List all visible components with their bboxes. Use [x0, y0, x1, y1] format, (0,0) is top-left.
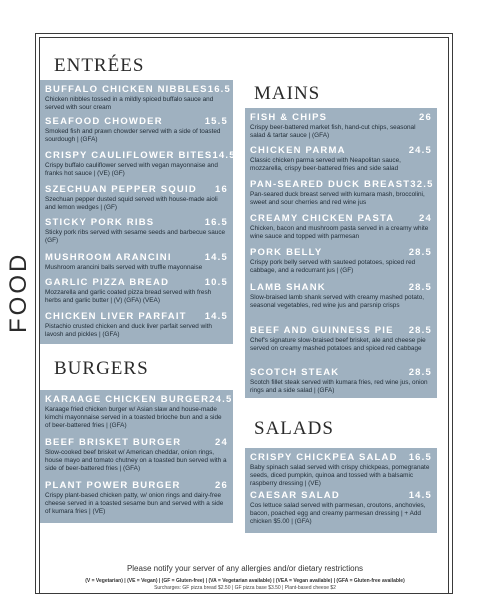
menu-item	[250, 145, 432, 173]
item-description: Mushroom arancini balls served with truffle mayonnaise	[45, 264, 203, 271]
item-price: 24.5	[408, 145, 432, 156]
item-price: 16.5	[408, 452, 432, 463]
entrees-panel	[40, 80, 236, 344]
item-price: 32.5	[410, 179, 434, 190]
item-price: 24	[419, 213, 432, 224]
item-name: PORK BELLY	[250, 247, 323, 258]
item-description: Sticky pork ribs served with sesame seeds and barbecue sauce (GF)	[45, 229, 226, 245]
item-price: 14.5	[204, 252, 228, 263]
item-description: Mozzarella and garlic coated pizza bread served with fresh herbs and garlic butter | (V) (GFA) (VEA)	[45, 289, 212, 305]
item-name: LAMB SHANK	[250, 282, 326, 293]
menu-item	[250, 367, 432, 395]
item-description: Szechuan pepper dusted squid served with house-made aioli and lemon wedges | (GF)	[45, 196, 218, 212]
menu-item	[250, 112, 432, 140]
salads-panel	[245, 448, 437, 533]
item-description: Pistachio crusted chicken and duck liver parfait served with lavosh and pickles | (GFA)	[45, 323, 212, 339]
item-description: Karaage fried chicken burger w/ Asian slaw and house-made kimchi mayonnaise served in a toasted brioche bun and a side of beer-battered fries | (GFA)	[45, 406, 222, 430]
item-name: PAN-SEARED DUCK BREAST	[250, 179, 411, 190]
item-price: 28.5	[408, 367, 432, 378]
mains-panel	[245, 108, 437, 398]
dietary-legend: (V = Vegetarian) | (VE = Vegan) | (GF = Gluten-free) | (VA = Vegetarian available) | (VEA = Vegan available) | (GFA = Gluten-free available)	[85, 578, 405, 584]
item-price: 16.5	[207, 84, 232, 95]
item-description: Crispy pork belly served with sauteed potatoes, spiced red cabbage, and a redcurrant jus | (GF)	[250, 259, 416, 275]
item-price: 28.5	[408, 325, 432, 336]
menu-item	[45, 217, 228, 245]
item-description: Slow-cooked beef brisket w/ American cheddar, onion rings, house mayo and tomato chutney on a toasted bun served with a side of beer-battered fries | (GFA)	[45, 449, 227, 473]
item-description: Classic chicken parma served with Neapolitan sauce, mozzarella, crispy beer-battered fries and side salad	[250, 157, 401, 173]
item-name: SEAFOOD CHOWDER	[45, 116, 163, 127]
item-name: MUSHROOM ARANCINI	[45, 252, 172, 263]
item-description: Cos lettuce salad served with parmesan, croutons, anchovies, bacon, poached egg and creamy parmesan dressing | + Add chicken $5.00 | (GFA)	[250, 502, 426, 526]
item-name: CHICKEN LIVER PARFAIT	[45, 311, 187, 322]
item-name: SZECHUAN PEPPER SQUID	[45, 184, 197, 195]
menu-item	[45, 394, 233, 431]
item-name: STICKY PORK RIBS	[45, 217, 155, 228]
entrees-heading: ENTRÉES	[54, 55, 145, 76]
menu-item	[250, 247, 432, 275]
item-name: KARAAGE CHICKEN BURGER	[45, 394, 210, 405]
item-description: Smoked fish and prawn chowder served with a side of toasted sourdough | (GFA)	[45, 128, 221, 144]
menu-item	[45, 437, 228, 474]
menu-item	[250, 213, 432, 241]
surcharge-note: Surcharges: GF pizza bread $2.50 | GF pizza base $3.50 | Plant-based cheese $2	[154, 585, 336, 591]
item-price: 16.5	[204, 217, 228, 228]
menu-item	[45, 84, 232, 112]
menu-item	[45, 116, 228, 144]
item-name: CHICKEN PARMA	[250, 145, 346, 156]
mains-heading: MAINS	[254, 83, 321, 104]
item-description: Crispy plant-based chicken patty, w/ onion rings and dairy-free cheese served in a toasted sesame bun and served with a side of kumara fries | (VE)	[45, 492, 224, 516]
item-price: 24	[215, 437, 228, 448]
item-name: CREAMY CHICKEN PASTA	[250, 213, 395, 224]
item-name: BEEF BRISKET BURGER	[45, 437, 182, 448]
item-name: FISH & CHIPS	[250, 112, 328, 123]
item-description: Crispy beer-battered market fish, hand-cut chips, seasonal salad & tartar sauce | (GFA)	[250, 124, 416, 140]
burgers-heading: BURGERS	[54, 358, 149, 379]
item-description: Chicken nibbles tossed in a mildly spiced buffalo sauce and served with sour cream	[45, 96, 214, 112]
item-price: 26	[215, 480, 228, 491]
item-description: Slow-braised lamb shank served with creamy mashed potato, seasonal vegetables, red wine jus and parsnip crisps	[250, 294, 425, 310]
menu-item	[250, 490, 432, 527]
item-description: Baby spinach salad served with crispy chickpeas, pomegranate seeds, diced pumpkin, quinoa and tossed with a balsamic raspberry dressing | (VE)	[250, 464, 430, 488]
item-price: 14.5	[212, 150, 236, 161]
salads-heading: SALADS	[254, 418, 334, 439]
item-description: Pan-seared duck breast served with kumara mash, broccolini, sweet and sour cherries and red wine jus	[250, 191, 425, 207]
item-price: 24.5	[209, 394, 233, 405]
menu-item	[45, 277, 228, 305]
menu-item	[45, 480, 228, 517]
item-price: 15.5	[204, 116, 228, 127]
item-price: 26	[419, 112, 432, 123]
menu-item	[250, 325, 432, 353]
menu-item	[250, 179, 432, 207]
allergy-notice: Please notify your server of any allergies and/or dietary restrictions	[126, 564, 364, 573]
item-price: 14.5	[408, 490, 432, 501]
item-name: BEEF AND GUINNESS PIE	[250, 325, 394, 336]
menu-item	[45, 150, 236, 178]
item-name: PLANT POWER BURGER	[45, 480, 181, 491]
item-description: Scotch fillet steak served with kumara fries, red wine jus, onion rings and a side salad | (GFA)	[250, 379, 428, 395]
item-name: CRISPY CAULIFLOWER BITES	[45, 150, 213, 161]
item-price: 14.5	[204, 311, 228, 322]
item-name: SCOTCH STEAK	[250, 367, 340, 378]
item-description: Chicken, bacon and mushroom pasta served in a creamy white wine sauce and topped with parmesan	[250, 225, 429, 241]
item-name: GARLIC PIZZA BREAD	[45, 277, 170, 288]
menu-item	[45, 184, 228, 212]
item-name: BUFFALO CHICKEN NIBBLES	[45, 84, 208, 95]
item-price: 16	[215, 184, 228, 195]
item-description: Crispy buffalo cauliflower served with vegan mayonnaise and franks hot sauce | (VE) (GF)	[45, 162, 218, 178]
menu-item	[45, 252, 228, 272]
item-price: 28.5	[408, 247, 432, 258]
item-price: 28.5	[408, 282, 432, 293]
item-name: CRISPY CHICKPEA SALAD	[250, 452, 398, 463]
item-description: Chef's signature slow-braised beef brisket, ale and cheese pie served on creamy mashed potatoes and spiced red cabbage	[250, 337, 426, 353]
menu-item	[45, 311, 228, 339]
item-price: 10.5	[204, 277, 228, 288]
menu-item	[250, 452, 432, 489]
side-title: FOOD	[5, 251, 32, 333]
burgers-panel	[40, 390, 233, 523]
menu-item	[250, 282, 432, 310]
item-name: CAESAR SALAD	[250, 490, 340, 501]
